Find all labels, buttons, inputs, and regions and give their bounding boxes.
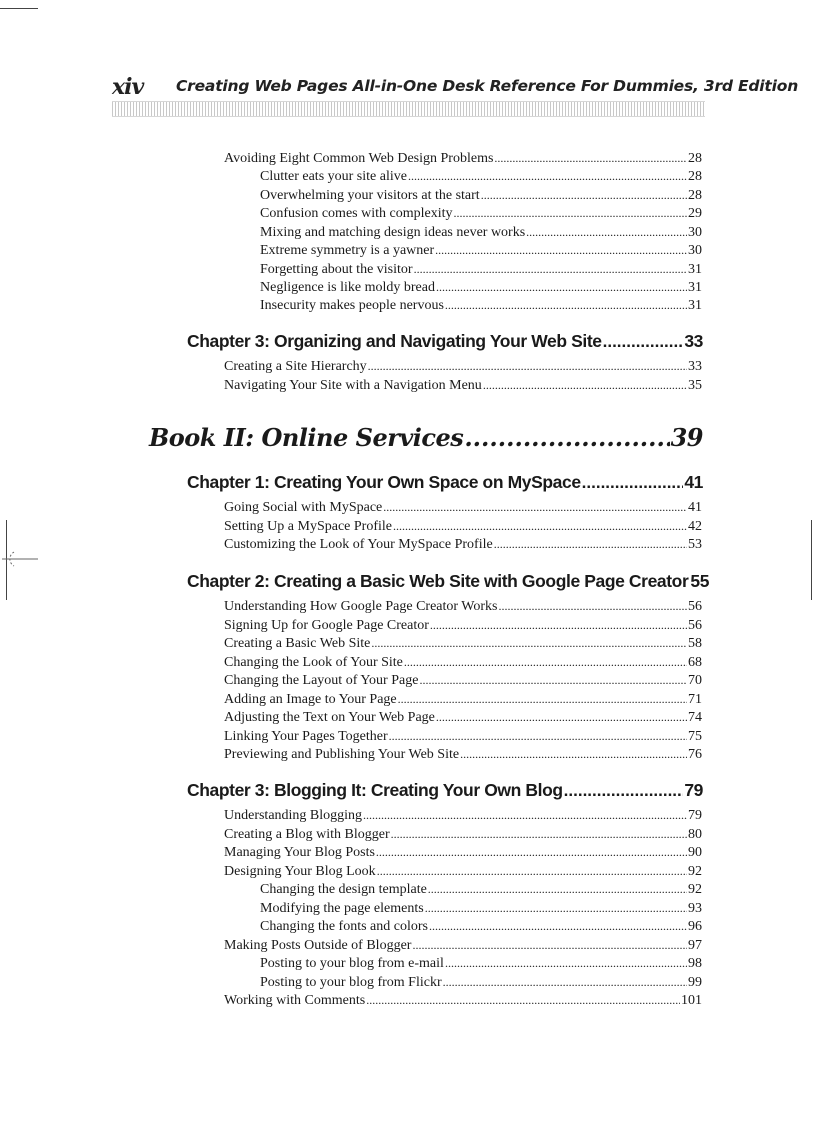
toc-entry: Modifying the page elements ..... 93 [260,901,702,919]
toc-book: Book II: Online Services ..... 39 [149,423,703,457]
toc-entry: Understanding How Google Page Creator Works ..... 56 [224,599,702,617]
toc-entry: Going Social with MySpace ..... 41 [224,500,702,518]
toc-entry: Designing Your Blog Look ..... 92 [224,864,702,882]
toc-entry: Working with Comments ..... 101 [224,993,702,1011]
toc-entry: Previewing and Publishing Your Web Site ..... 76 [224,747,702,765]
page-number: xiv [112,74,144,100]
toc-chapter: Chapter 3: Organizing and Navigating Your Web Site ..... 33 [187,331,703,357]
toc-entry: Posting to your blog from e-mail ..... 98 [260,956,702,974]
running-head: Creating Web Pages All-in-One Desk Reference For Dummies, 3rd Edition [176,77,799,95]
toc-entry: Navigating Your Site with a Navigation Menu ..... 35 [224,378,702,396]
toc-entry: Signing Up for Google Page Creator ..... 56 [224,618,702,636]
toc-chapter: Chapter 1: Creating Your Own Space on MySpace ..... 41 [187,472,703,498]
crop-mark [0,8,38,9]
toc-entry: Creating a Blog with Blogger ..... 80 [224,827,702,845]
toc-entry: Confusion comes with complexity ..... 29 [260,206,702,224]
toc-chapter: Chapter 2: Creating a Basic Web Site with Google Page Creator 55 [187,571,710,591]
toc-entry: Changing the fonts and colors ..... 96 [260,919,702,937]
toc-entry: Changing the Look of Your Site ..... 68 [224,655,702,673]
toc-entry: Forgetting about the visitor ..... 31 [260,262,702,280]
crop-mark-right [811,520,812,600]
toc-entry: Overwhelming your visitors at the start ..... 28 [260,188,702,206]
toc-chapter: Chapter 3: Blogging It: Creating Your Own Blog ..... 79 [187,780,703,806]
toc-entry: Changing the design template ..... 92 [260,882,702,900]
header-rule [112,101,705,117]
toc-entry: Adding an Image to Your Page ..... 71 [224,692,702,710]
registration-mark-icon [0,548,40,570]
toc-entry: Creating a Site Hierarchy ..... 33 [224,359,702,377]
toc-entry: Posting to your blog from Flickr ..... 99 [260,975,702,993]
toc-entry: Changing the Layout of Your Page ..... 70 [224,673,702,691]
toc-entry: Making Posts Outside of Blogger ..... 97 [224,938,702,956]
toc-entry: Understanding Blogging ..... 79 [224,808,702,826]
toc-entry: Customizing the Look of Your MySpace Profile ..... 53 [224,537,702,555]
toc-entry: Setting Up a MySpace Profile ..... 42 [224,519,702,537]
toc-entry: Negligence is like moldy bread ..... 31 [260,280,702,298]
toc-entry: Extreme symmetry is a yawner ..... 30 [260,243,702,261]
toc-entry: Clutter eats your site alive ..... 28 [260,169,702,187]
toc-entry: Insecurity makes people nervous ..... 31 [260,298,702,316]
toc-entry: Managing Your Blog Posts ..... 90 [224,845,702,863]
toc-entry: Adjusting the Text on Your Web Page ..... 74 [224,710,702,728]
toc-entry: Creating a Basic Web Site ..... 58 [224,636,702,654]
toc-entry: Mixing and matching design ideas never works ..... 30 [260,225,702,243]
toc-entry: Avoiding Eight Common Web Design Problems ..... 28 [224,151,702,169]
toc-entry: Linking Your Pages Together ..... 75 [224,729,702,747]
